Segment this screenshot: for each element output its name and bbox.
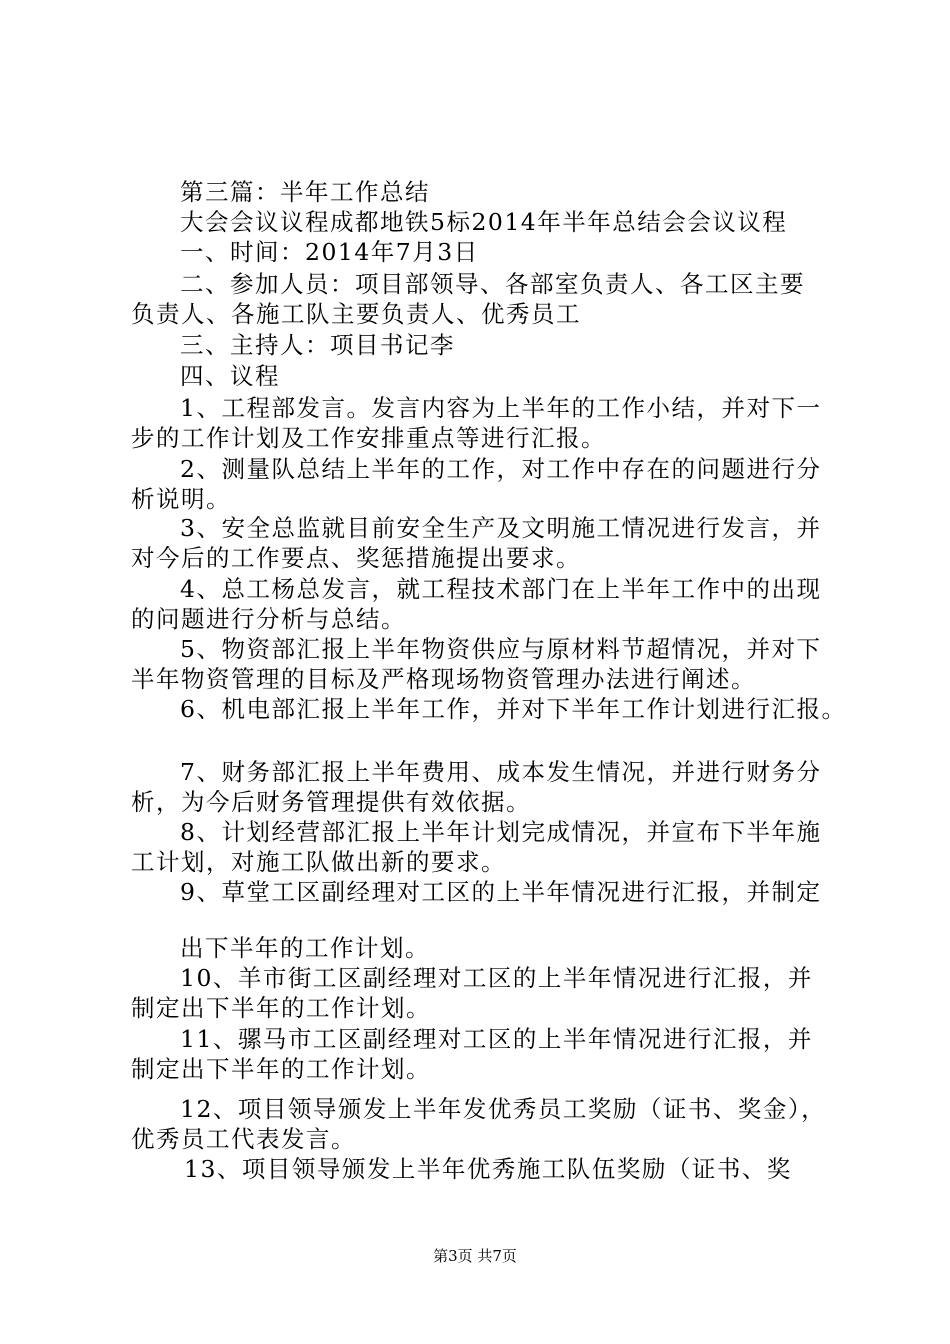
agenda-item-7-cont: 析，为今后财务管理提供有效依据。	[131, 788, 531, 816]
agenda-item-10: 10、羊市街工区副经理对工区的上半年情况进行汇报，并	[180, 964, 813, 992]
agenda-item-7: 7、财务部汇报上半年费用、成本发生情况，并进行财务分	[180, 758, 822, 786]
agenda-participants: 二、参加人员：项目部领导、各部室负责人、各工区主要	[180, 270, 805, 298]
agenda-item-11: 11、骡马市工区副经理对工区的上半年情况进行汇报，并	[180, 1025, 813, 1053]
agenda-item-5: 5、物资部汇报上半年物资供应与原材料节超情况，并对下	[180, 635, 822, 663]
agenda-item-1: 1、工程部发言。发言内容为上半年的工作小结，并对下一	[180, 394, 822, 422]
agenda-item-3-cont: 对今后的工作要点、奖惩措施提出要求。	[131, 544, 581, 572]
agenda-heading: 四、议程	[180, 362, 280, 390]
agenda-item-6: 6、机电部汇报上半年工作，并对下半年工作计划进行汇报。	[180, 695, 847, 723]
agenda-item-4-cont: 的问题进行分析与总结。	[131, 605, 406, 633]
agenda-item-12: 12、项目领导颁发上半年发优秀员工奖励（证书、奖金），	[180, 1095, 827, 1123]
agenda-item-2: 2、测量队总结上半年的工作，对工作中存在的问题进行分	[180, 455, 822, 483]
agenda-participants-cont: 负责人、各施工队主要负责人、优秀员工	[131, 300, 581, 328]
agenda-time: 一、时间：2014年7月3日	[180, 238, 479, 266]
agenda-host: 三、主持人：项目书记李	[180, 331, 455, 359]
agenda-item-9: 9、草堂工区副经理对工区的上半年情况进行汇报，并制定	[180, 878, 822, 906]
agenda-item-11-cont: 制定出下半年的工作计划。	[131, 1055, 431, 1083]
agenda-item-4: 4、总工杨总发言，就工程技术部门在上半年工作中的出现	[180, 575, 822, 603]
agenda-item-13: 13、项目领导颁发上半年优秀施工队伍奖励（证书、奖	[184, 1155, 792, 1183]
page-footer: 第3页 共7页	[433, 1247, 517, 1265]
agenda-item-5-cont: 半年物资管理的目标及严格现场物资管理办法进行阐述。	[131, 665, 756, 693]
agenda-item-8-cont: 工计划，对施工队做出新的要求。	[131, 848, 506, 876]
agenda-item-1-cont: 步的工作计划及工作安排重点等进行汇报。	[131, 424, 606, 452]
agenda-item-10-cont: 制定出下半年的工作计划。	[131, 994, 431, 1022]
agenda-item-9-cont: 出下半年的工作计划。	[180, 934, 430, 962]
agenda-item-3: 3、安全总监就目前安全生产及文明施工情况进行发言，并	[180, 514, 822, 542]
agenda-item-2-cont: 析说明。	[131, 485, 231, 513]
agenda-item-8: 8、计划经营部汇报上半年计划完成情况，并宣布下半年施	[180, 818, 822, 846]
section-heading: 第三篇：半年工作总结	[180, 178, 430, 206]
agenda-item-12-cont: 优秀员工代表发言。	[131, 1125, 356, 1153]
agenda-title: 大会会议议程成都地铁5标2014年半年总结会会议议程	[180, 208, 788, 236]
